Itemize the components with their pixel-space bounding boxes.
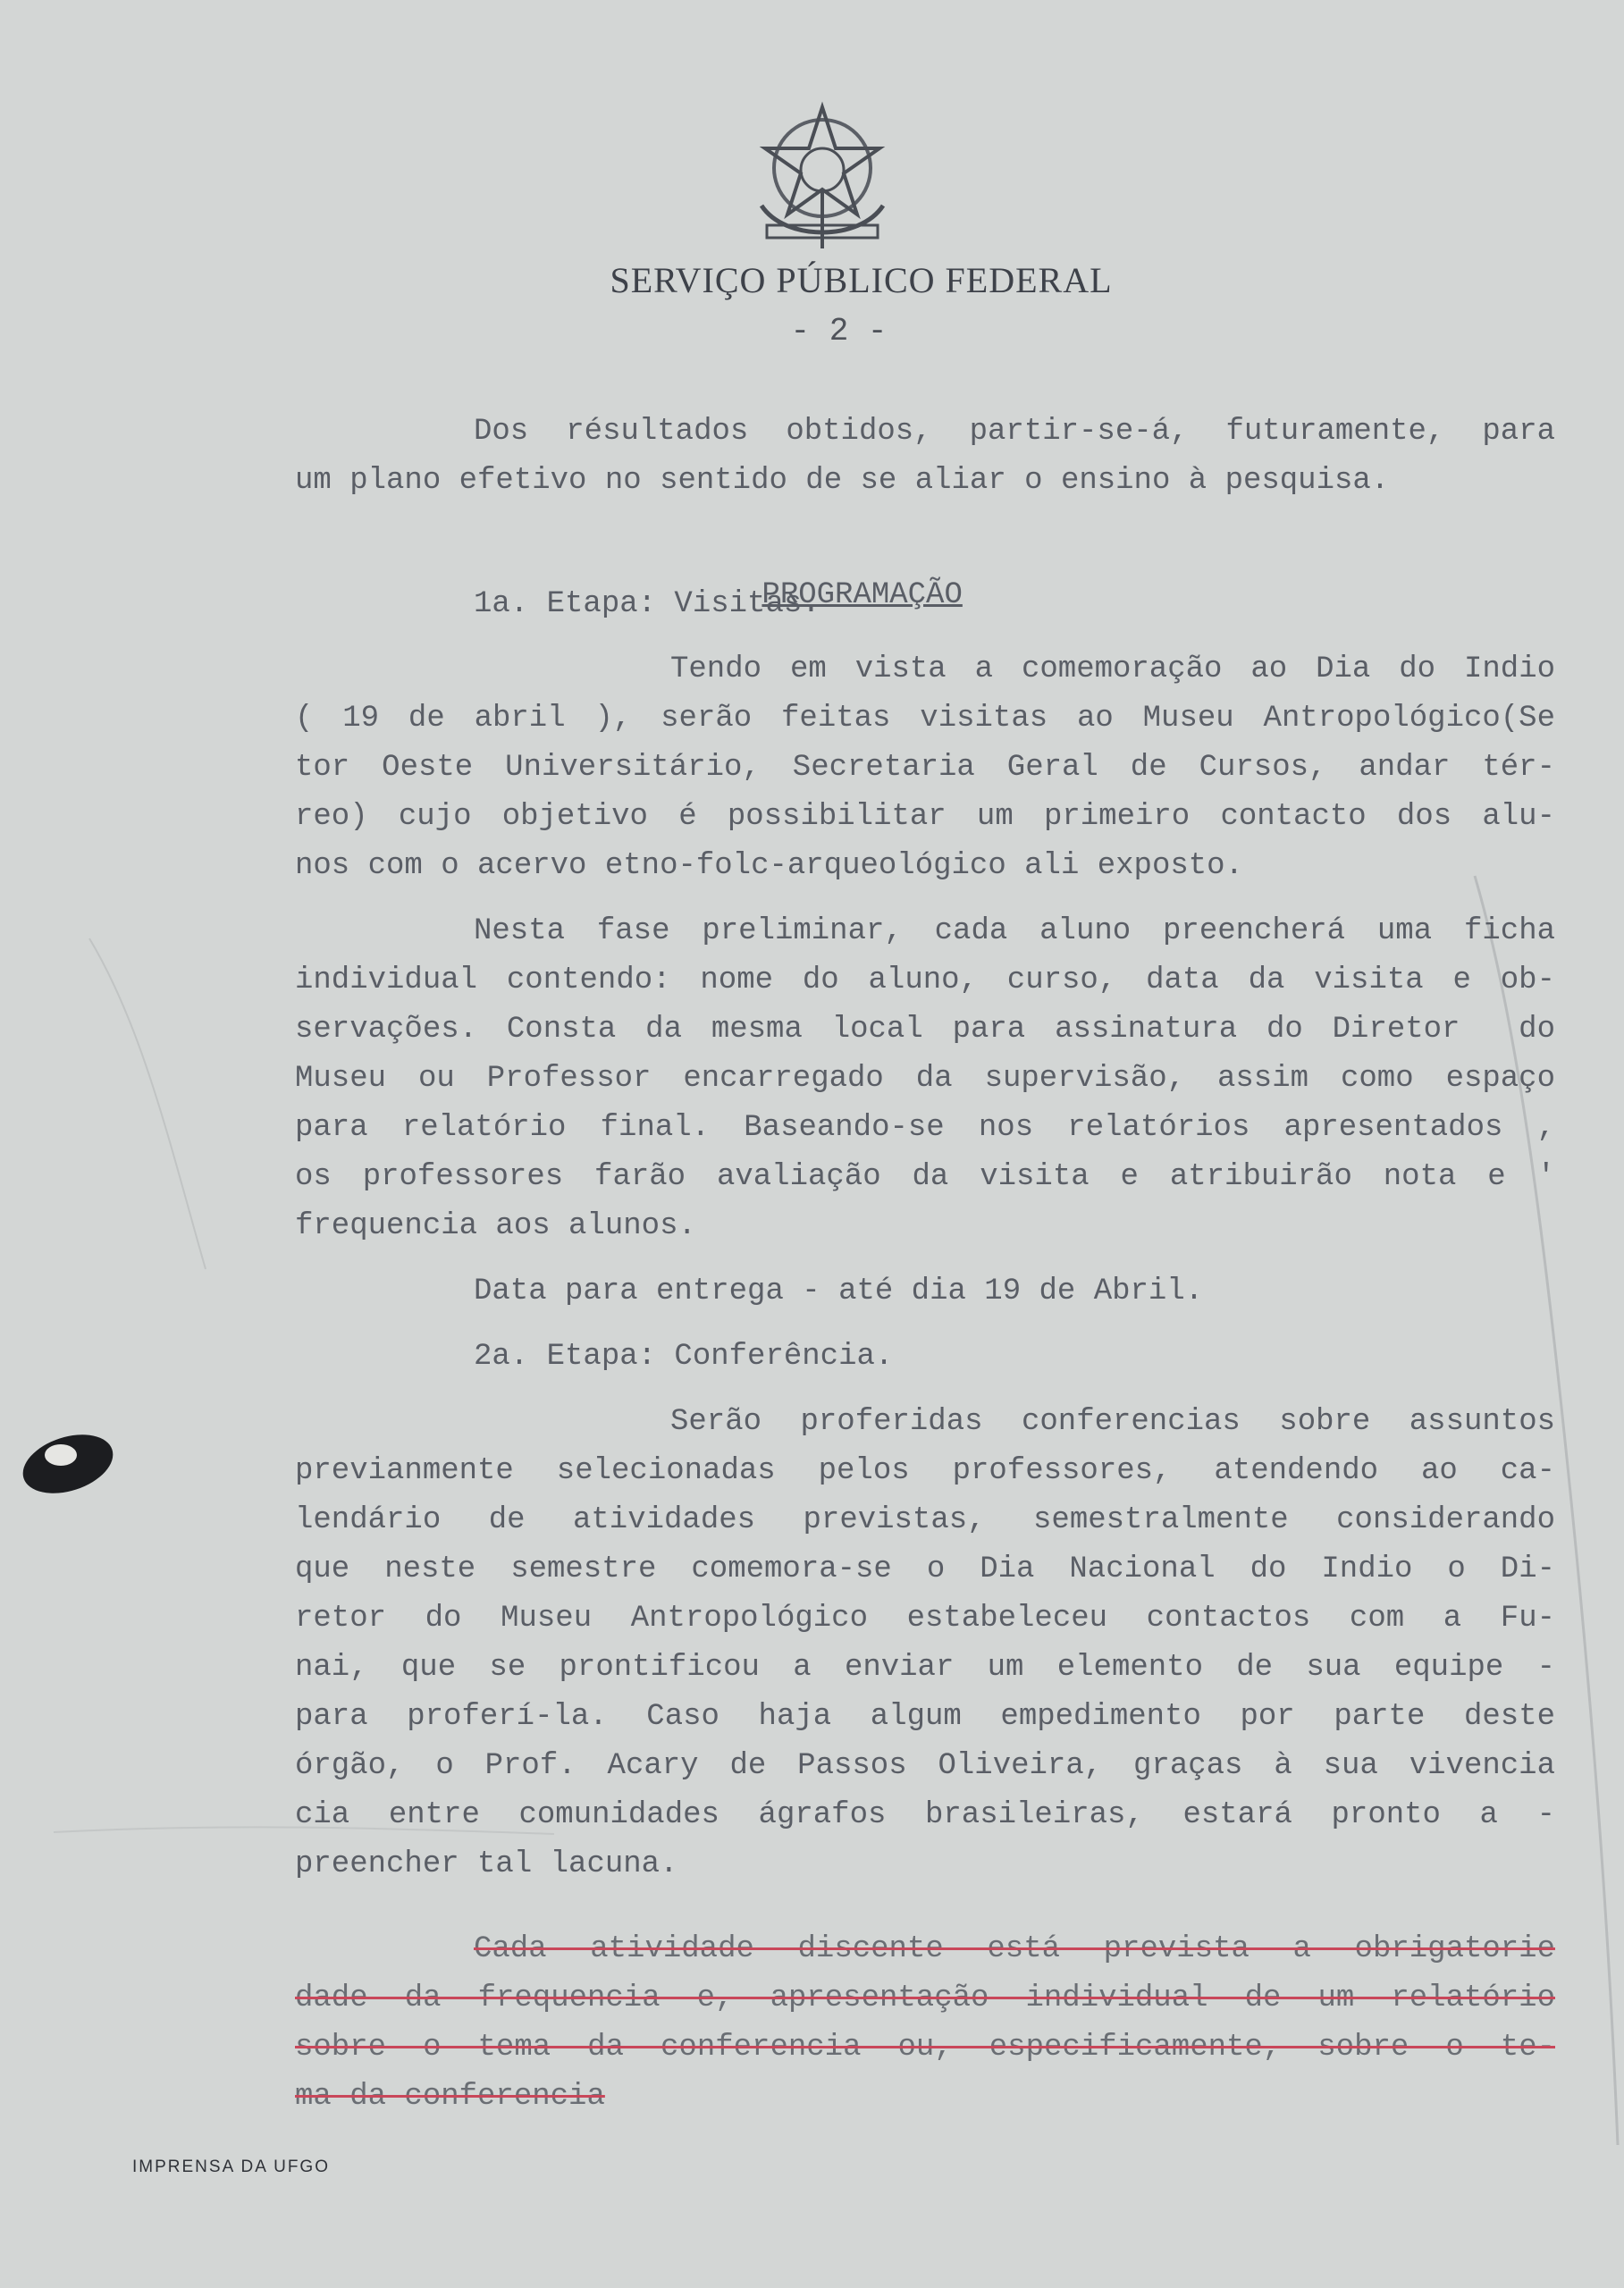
- text-line: nai, que se prontificou a enviar um elemento de sua equipe -: [295, 1651, 1555, 1685]
- text-line: Museu ou Professor encarregado da supervisão, assim como espaço: [295, 1062, 1555, 1096]
- text-line: preencher tal lacuna.: [295, 1847, 678, 1881]
- text-line: para relatório final. Baseando-se nos relatórios apresentados ,: [295, 1111, 1555, 1145]
- text-line: Tendo em vista a comemoração ao Dia do Indio: [670, 652, 1555, 686]
- footer-imprint: IMPRENSA DA UFGO: [132, 2158, 330, 2176]
- text-line: Serão proferidas conferencias sobre assuntos: [670, 1405, 1555, 1439]
- text-line: Nesta fase preliminar, cada aluno preencherá uma ficha: [474, 914, 1555, 948]
- text-line: tor Oeste Universitário, Secretaria Geral de Cursos, andar tér-: [295, 751, 1555, 785]
- text-line: os professores farão avaliação da visita e atribuirão nota e ': [295, 1160, 1555, 1194]
- text-line: cia entre comunidades ágrafos brasileiras, estará pronto a -: [295, 1798, 1555, 1832]
- header-title: SERVIÇO PÚBLICO FEDERAL: [610, 260, 1113, 300]
- text-line: que neste semestre comemora-se o Dia Nacional do Indio o Di-: [295, 1552, 1555, 1586]
- intro-paragraph: [295, 408, 1555, 506]
- struck-text-line: dade da frequencia e, apresentação individual de um relatório: [295, 1981, 1555, 2015]
- text-line: reo) cujo objetivo é possibilitar um primeiro contacto dos alu-: [295, 800, 1555, 834]
- text-line: um plano efetivo no sentido de se aliar o ensino à pesquisa.: [295, 464, 1390, 498]
- stage2-paragraph-1: [295, 1398, 1555, 1889]
- text-line: ( 19 de abril ), serão feitas visitas ao Museu Antropológico(Se: [295, 702, 1555, 736]
- text-line: retor do Museu Antropológico estabeleceu contactos com a Fu-: [295, 1602, 1555, 1636]
- text-line: frequencia aos alunos.: [295, 1209, 696, 1243]
- page-number: - 2 -: [790, 313, 888, 349]
- stage1-paragraph-2: [295, 907, 1555, 1251]
- struck-text-line: sobre o tema da conferencia ou, especificamente, sobre o te-: [295, 2031, 1555, 2065]
- struck-text-line: ma da conferencia: [295, 2080, 605, 2114]
- document-body: [295, 408, 1555, 2122]
- text-line: nos com o acervo etno-folc-arqueológico ali exposto.: [295, 849, 1243, 883]
- section-heading: PROGRAMAÇÃO: [762, 578, 963, 612]
- text-line: Dos résultados obtidos, partir-se-á, futuramente, para: [474, 415, 1555, 449]
- deadline-text: Data para entrega - até dia 19 de Abril.: [474, 1274, 1204, 1308]
- stage1-paragraph-1: [295, 645, 1555, 891]
- stage1-heading: 1a. Etapa: Visitas.: [474, 587, 820, 621]
- text-line: lendário de atividades previstas, semestralmente considerando: [295, 1503, 1555, 1537]
- text-line: órgão, o Prof. Acary de Passos Oliveira, graças à sua vivencia: [295, 1749, 1555, 1783]
- text-line: individual contendo: nome do aluno, curso, data da visita e ob-: [295, 963, 1555, 997]
- text-line: previanmente selecionadas pelos professores, atendendo ao ca-: [295, 1454, 1555, 1488]
- stage2-heading: 2a. Etapa: Conferência.: [474, 1340, 894, 1374]
- ink-blot-mark: [20, 1428, 116, 1498]
- coat-of-arms-seal-icon: [749, 98, 896, 254]
- text-line: servações. Consta da mesma local para assinatura do Diretor do: [295, 1013, 1555, 1047]
- struck-text-line: Cada atividade discente está prevista a obrigatorie: [474, 1932, 1555, 1966]
- text-line: para proferí-la. Caso haja algum empedimento por parte deste: [295, 1700, 1555, 1734]
- cancelled-paragraph: [295, 1925, 1555, 2122]
